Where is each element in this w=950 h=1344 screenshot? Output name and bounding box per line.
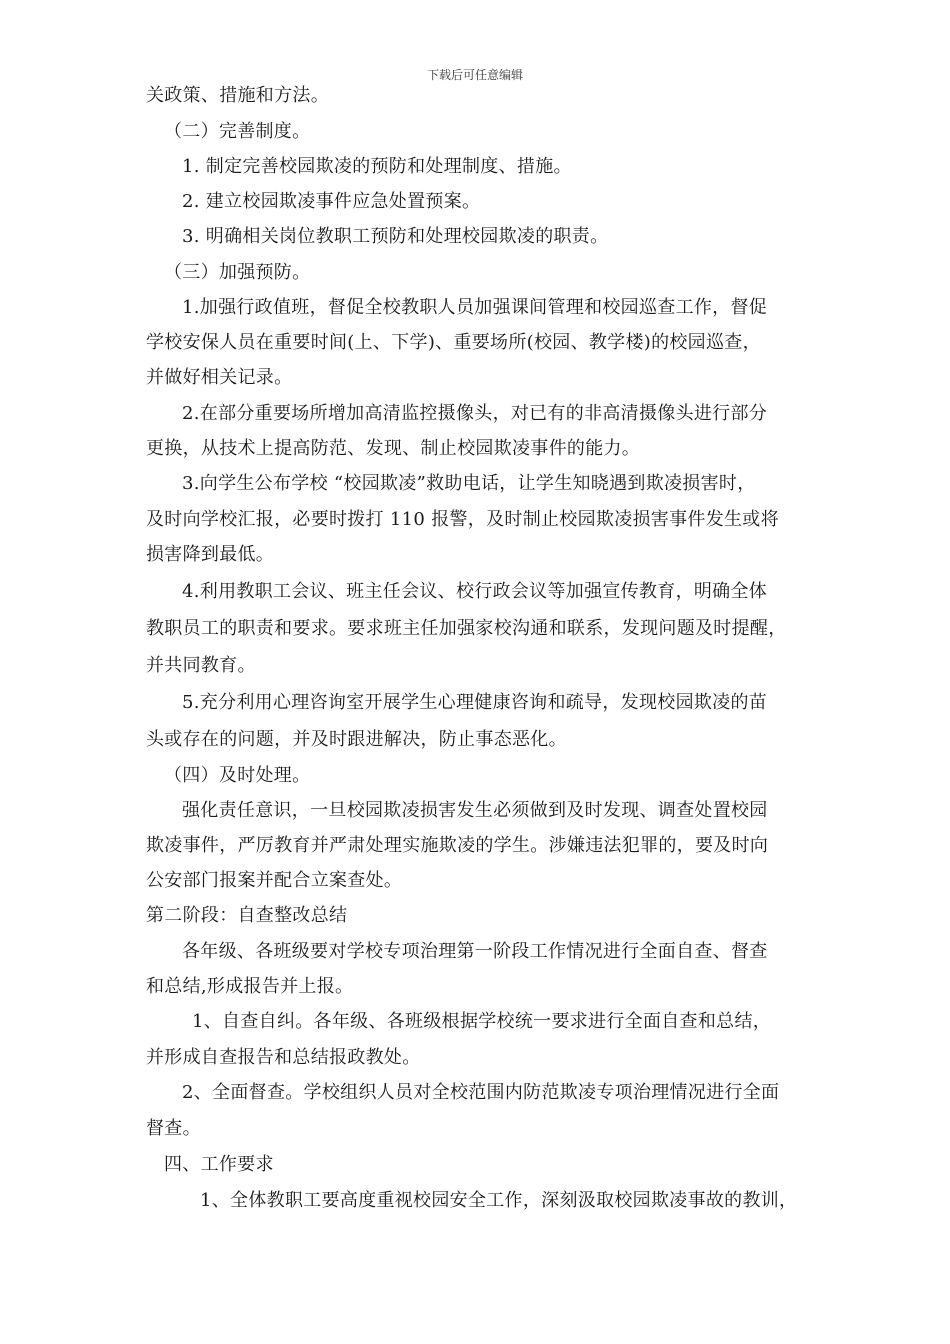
text-line: 学校安保人员在重要时间(上、下学)、重要场所(校园、教学楼)的校园巡查，	[146, 332, 761, 353]
text-line: 和总结,形成报告并上报。	[146, 976, 354, 997]
text-line: 3.向学生公布学校 “校园欺凌”救助电话，让学生知晓遇到欺凌损害时，	[182, 473, 756, 494]
text-line: 各年级、各班级要对学校专项治理第一阶段工作情况进行全面自查、督查	[182, 941, 768, 962]
text-line: 2.在部分重要场所增加高清监控摄像头，对已有的非高清摄像头进行部分	[182, 403, 768, 424]
text-line: 4.利用教职工会议、班主任会议、校行政会议等加强宣传教育，明确全体	[182, 581, 768, 602]
text-line: 1、全体教职工要高度重视校园安全工作，深刻汲取校园欺凌事故的教训，	[200, 1190, 798, 1211]
text-line: 1.加强行政值班，督促全校教职人员加强课间管理和校园巡查工作，督促	[182, 297, 768, 318]
text-line: 头或存在的问题，并及时跟进解决，防止事态恶化。	[146, 729, 567, 750]
list-item: 1. 制定完善校园欺凌的预防和处理制度、措施。	[182, 156, 572, 177]
text-line: 强化责任意识，一旦校园欺凌损害发生必须做到及时发现、调查处置校园	[182, 800, 768, 821]
text-line: 并共同教育。	[146, 655, 256, 676]
text-line: 损害降到最低。	[146, 544, 275, 565]
text-line: 欺凌事件，严厉教育并严肃处理实施欺凌的学生。涉嫌违法犯罪的，要及时向	[146, 835, 769, 856]
text-line: 1、自查自纠。各年级、各班级根据学校统一要求进行全面自查和总结，	[192, 1011, 772, 1032]
section-heading: 四、工作要求	[164, 1154, 274, 1175]
section-heading: （三）加强预防。	[164, 262, 311, 283]
phase-heading: 第二阶段：自查整改总结	[146, 905, 348, 926]
text-line: 并形成自查报告和总结报政教处。	[146, 1047, 421, 1068]
list-item: 3. 明确相关岗位教职工预防和处理校园欺凌的职责。	[182, 226, 609, 247]
text-line: 教职员工的职责和要求。要求班主任加强家校沟通和联系，发现问题及时提醒，	[146, 618, 787, 639]
page-header: 下载后可任意编辑	[426, 68, 523, 82]
text-line: 公安部门报案并配合立案查处。	[146, 870, 403, 891]
text-line: 5.充分利用心理咨询室开展学生心理健康咨询和疏导，发现校园欺凌的苗	[182, 692, 768, 713]
text-line: 督查。	[146, 1118, 201, 1139]
text-line: 并做好相关记录。	[146, 367, 293, 388]
list-item: 2. 建立校园欺凌事件应急处置预案。	[182, 191, 481, 212]
section-heading: （二）完善制度。	[164, 121, 311, 142]
text-line: 关政策、措施和方法。	[146, 85, 329, 106]
text-line: 更换，从技术上提高防范、发现、制止校园欺凌事件的能力。	[146, 438, 641, 459]
section-heading: （四）及时处理。	[164, 765, 311, 786]
text-line: 及时向学校汇报，必要时拨打 110 报警，及时制止校园欺凌损害事件发生或将	[146, 509, 779, 530]
text-line: 2、全面督查。学校组织人员对全校范围内防范欺凌专项治理情况进行全面	[182, 1082, 780, 1103]
